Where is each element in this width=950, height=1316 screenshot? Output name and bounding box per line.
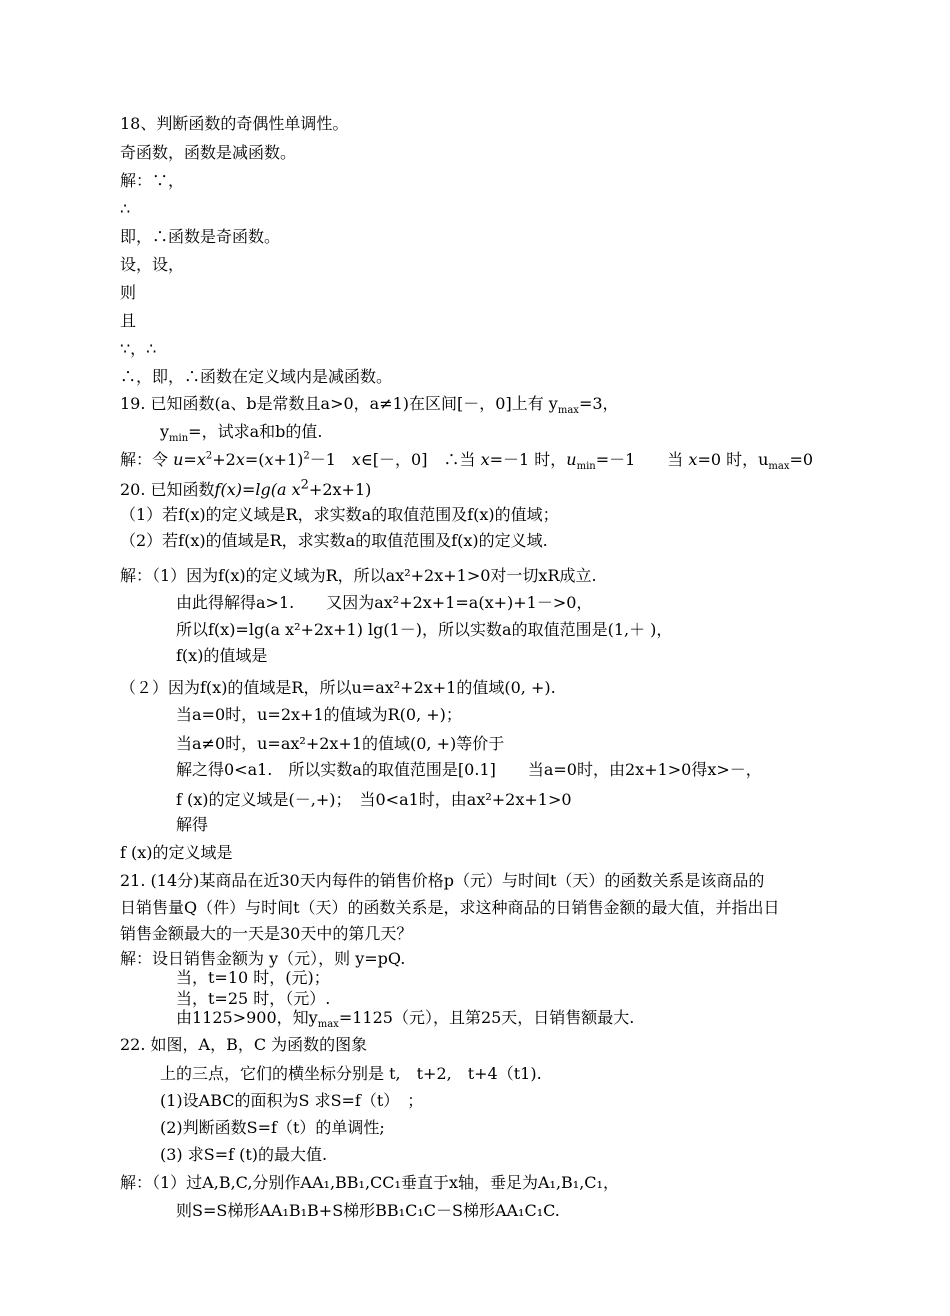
q19-text: =( bbox=[244, 450, 265, 469]
q19-text: －1 bbox=[309, 450, 352, 469]
q19-text: 解：令 bbox=[120, 450, 174, 469]
q19-title-cont bbox=[160, 422, 323, 445]
q20-part: （2）若f(x)的值域是R，求实数a的取值范围及f(x)的定义域. bbox=[120, 531, 548, 550]
q22-solution-line: 解：（1）过A,B,C,分别作AA₁,BB₁,CC₁垂直于x轴，垂足为A₁,B₁,C₁， bbox=[120, 1173, 619, 1192]
q20-solution-line: 解得 bbox=[176, 815, 209, 834]
q19-var: x bbox=[264, 450, 274, 469]
q22-solution-line: 则S=S梯形AA₁B₁B+S梯形BB₁C₁C－S梯形AA₁C₁C. bbox=[176, 1201, 560, 1220]
q21-title: 日销售量Q（件）与时间t（天）的函数关系是，求这种商品的日销售金额的最大值，并指出日 bbox=[120, 898, 780, 917]
q20-solution-line: 解：（1）因为f(x)的定义域为R，所以ax²+2x+1>0对一切xR成立. bbox=[120, 566, 597, 585]
q19-subscript: min bbox=[169, 433, 189, 445]
q21-solution-line: 解：设日销售金额为 y（元），则 y=pQ. bbox=[120, 949, 406, 968]
q19-superscript: 2 bbox=[303, 450, 310, 462]
q19-var: x bbox=[235, 450, 245, 469]
q22-title: 22. 如图，A，B，C 为函数的图象 bbox=[120, 1035, 368, 1054]
q21-text: =1125（元），且第25天，日销售额最大. bbox=[338, 1008, 635, 1027]
q20-title bbox=[120, 477, 372, 500]
q18-solution-line: ∴ bbox=[120, 199, 131, 218]
q19-text: +2 bbox=[212, 450, 236, 469]
q22-title: 上的三点，它们的横坐标分别是 t, t+2, t+4（t1). bbox=[160, 1064, 542, 1083]
q19-text: =0 时，u bbox=[697, 450, 769, 469]
q19-solution bbox=[120, 450, 814, 473]
q19-var: x bbox=[196, 450, 206, 469]
q19-text: =0 bbox=[789, 450, 814, 469]
q20-formula: f(x)=lg(a x bbox=[214, 480, 301, 499]
q18-answer: 奇函数，函数是减函数。 bbox=[120, 143, 297, 162]
q22-part: (1)设ABC的面积为S 求S=f（t） ； bbox=[160, 1091, 424, 1110]
q20-solution-line: f (x)的定义域是 bbox=[120, 843, 233, 862]
q19-text: = bbox=[183, 450, 197, 469]
q20-part: （1）若f(x)的定义域是R，求实数a的取值范围及f(x)的值域； bbox=[120, 505, 559, 524]
q19-subscript: min bbox=[576, 461, 596, 473]
q19-text: =－1 时， bbox=[489, 450, 567, 469]
q20-solution-line: f (x)的定义域是(－,+)； 当0<a1时，由ax²+2x+1>0 bbox=[176, 790, 572, 809]
q22-part: (3) 求S=f (t)的最大值. bbox=[160, 1145, 328, 1164]
q18-solution-line: 即，∴函数是奇函数。 bbox=[120, 227, 281, 246]
q19-text: =－1 当 bbox=[595, 450, 689, 469]
q20-text: +2x+1) bbox=[308, 480, 372, 499]
q21-title: 销售金额最大的一天是30天中的第几天？ bbox=[120, 924, 413, 943]
q20-solution-line: （２）因为f(x)的值域是R，所以u=ax²+2x+1的值域(0, +). bbox=[120, 678, 556, 697]
q18-solution-line: ∵，∴ bbox=[120, 339, 157, 358]
q18-solution-line: 且 bbox=[120, 311, 137, 330]
q21-solution-line: 当，t=25 时，（元）. bbox=[176, 989, 331, 1008]
q20-text: 20. 已知函数 bbox=[120, 480, 215, 499]
q19-text: =，试求a和b的值. bbox=[188, 422, 323, 441]
q21-solution-line: 当，t=10 时，(元)； bbox=[176, 968, 330, 987]
q19-var: u bbox=[566, 450, 577, 469]
q19-superscript: 2 bbox=[205, 450, 213, 462]
q18-title: 18、判断函数的奇偶性单调性。 bbox=[120, 114, 349, 133]
q19-text: y bbox=[160, 422, 170, 441]
q20-solution-line: 所以f(x)=lg(a x²+2x+1) lg(1－)，所以实数a的取值范围是(1,＋ )， bbox=[176, 620, 673, 639]
q19-var: x bbox=[688, 450, 698, 469]
q20-solution-line: 解之得0<a1. 所以实数a的取值范围是[0.1] 当a=0时，由2x+1>0得x>－， bbox=[176, 760, 762, 779]
q19-text: =3， bbox=[578, 394, 619, 413]
q20-solution-line: 由此得解得a>1. 又因为ax²+2x+1=a(x+)+1－>0， bbox=[176, 593, 593, 612]
q19-text: +1) bbox=[273, 450, 304, 469]
q19-text: 19. 已知函数(a、b是常数且a>0，a≠1)在区间[－，0]上有 y bbox=[120, 394, 558, 413]
q18-solution-line: 设，设， bbox=[120, 255, 185, 274]
q20-solution-line: 当a=0时，u=2x+1的值域为R(0, +)； bbox=[176, 705, 462, 724]
q20-superscript: 2 bbox=[300, 477, 309, 493]
q19-subscript: max bbox=[768, 461, 790, 473]
q21-text: 由1125>900，知y bbox=[176, 1008, 318, 1027]
q21-solution-line bbox=[176, 1008, 635, 1031]
q20-solution-line: f(x)的值域是 bbox=[176, 646, 268, 665]
q19-var: u bbox=[173, 450, 184, 469]
q19-var: x bbox=[480, 450, 490, 469]
q18-solution-line: ∴，即，∴函数在定义域内是减函数。 bbox=[120, 367, 393, 386]
q20-solution-line: 当a≠0时，u=ax²+2x+1的值域(0, +)等价于 bbox=[176, 734, 505, 753]
q18-solution-line: 解：∵， bbox=[120, 171, 185, 190]
q19-title bbox=[120, 394, 619, 417]
q19-text: ∈[－，0] ∴当 bbox=[360, 450, 481, 469]
q21-title: 21. (14分)某商品在近30天内每件的销售价格p（元）与时间t（天）的函数关系是该商品的 bbox=[120, 871, 765, 890]
q19-subscript: max bbox=[557, 405, 579, 417]
q19-var: x bbox=[351, 450, 361, 469]
q21-subscript: max bbox=[317, 1019, 339, 1031]
q22-part: (2)判断函数S=f（t）的单调性; bbox=[160, 1118, 385, 1137]
q18-solution-line: 则 bbox=[120, 283, 137, 302]
